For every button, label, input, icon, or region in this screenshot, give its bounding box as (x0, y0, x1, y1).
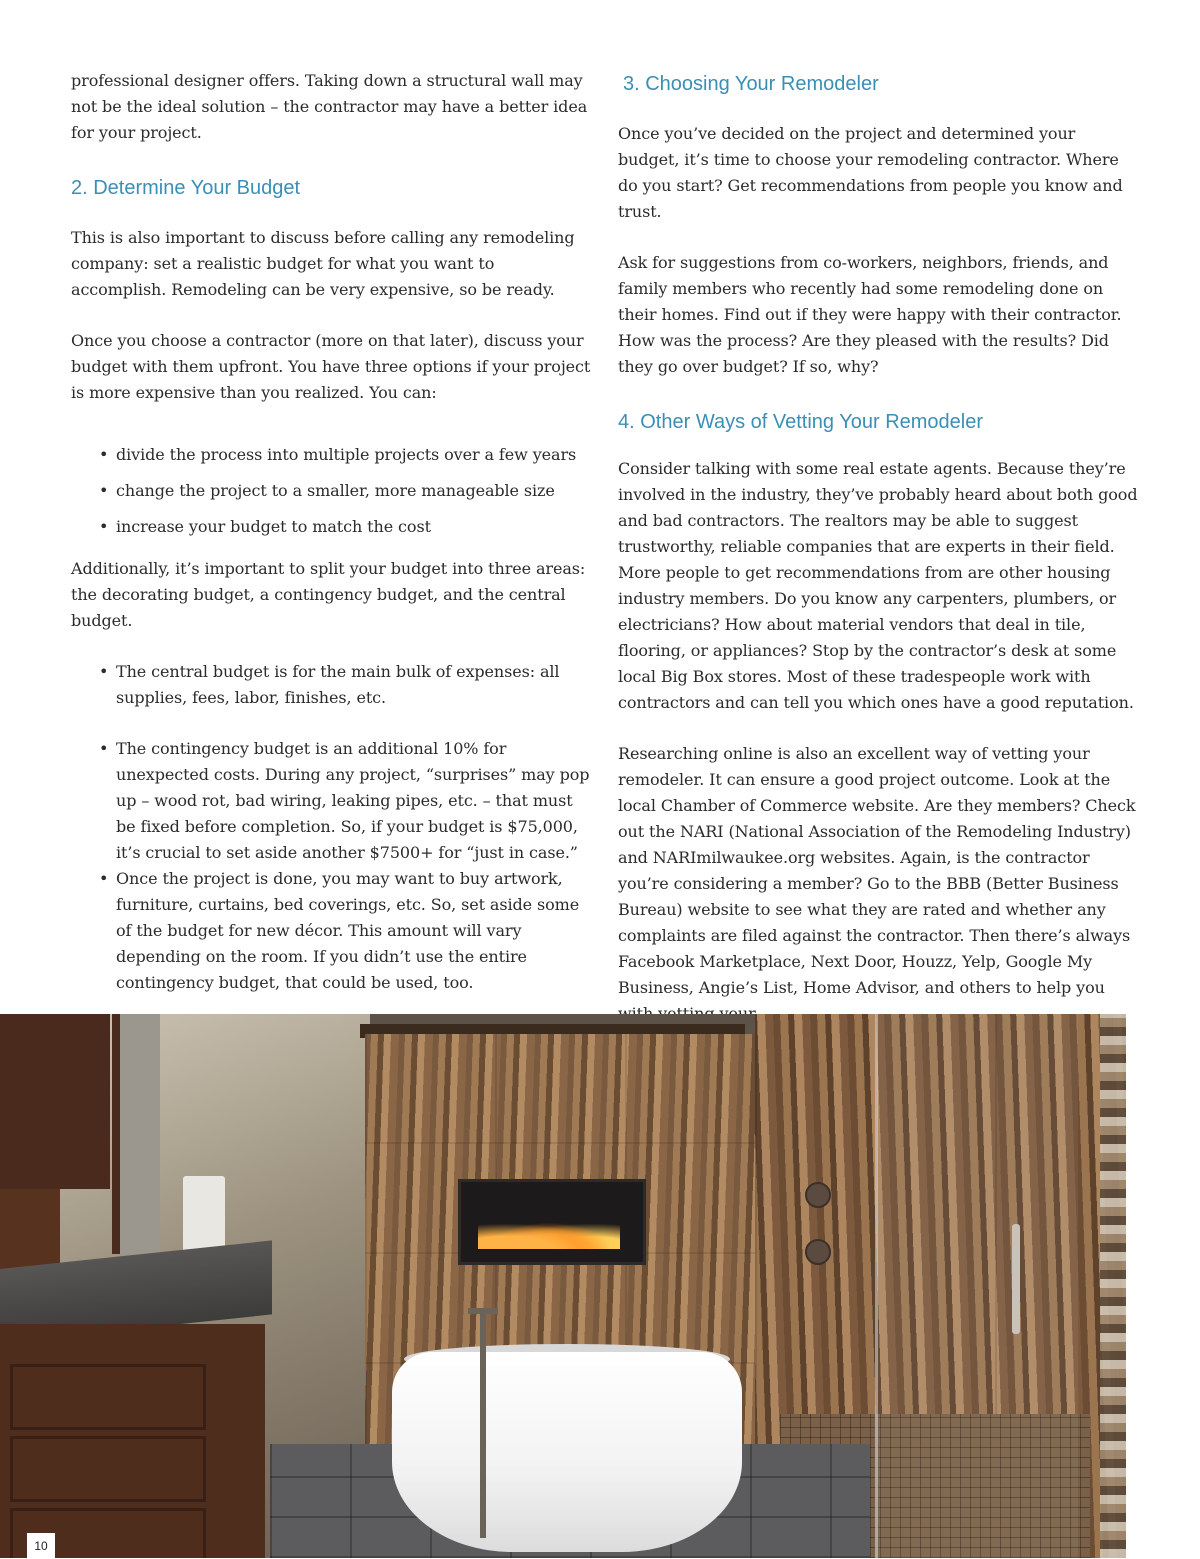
photo-drawer (10, 1436, 206, 1502)
vetting-paragraph-1: Consider talking with some real estate agents. Because they’re involved in the industry, they’ve probably heard about both good and bad contractors. The realtors may be able to suggest trustworthy, reliable companies that are experts in their field. More people to get recommendations from are other housing industry members. Do you know any carpenters, plumbers, or electricians? How about material vendors that deal in tile, flooring, or appliances? Stop by the contractor’s desk at some local Big Box stores. Most of these tradespeople work with contractors and can tell you which ones have a good reputation. (618, 459, 1138, 712)
list-item: • The contingency budget is an additional 10% for unexpected costs. During any project, “surprises” may pop up – wood rot, bad wiring, leaking pipes, etc. – that must be fixed before completion. So, if your budget is $75,000, it’s crucial to set aside another $7500+ for “just in case.” (116, 736, 591, 866)
photo-drawer (10, 1364, 206, 1430)
photo-mirror (112, 1014, 160, 1254)
remodeler-heading: 3. Choosing Your Remodeler (623, 73, 879, 95)
photo-tub-faucet (480, 1308, 486, 1538)
list-item: • The central budget is for the main bulk of expenses: all supplies, fees, labor, finishes, etc. (116, 659, 591, 711)
remodeler-paragraph-1: Once you’ve decided on the project and determined your budget, it’s time to choose your remodeling contractor. Where do you start? Get recommendations from people you know and trust. (618, 124, 1123, 221)
list-item: • divide the process into multiple projects over a few years (116, 442, 591, 468)
intro-paragraph: professional designer offers. Taking down a structural wall may not be the ideal solution – the contractor may have a better idea for your project. (71, 71, 588, 142)
split-budget-paragraph: Additionally, it’s important to split your budget into three areas: the decorating budget, a contingency budget, and the central budget. (71, 559, 586, 630)
photo-vanity (0, 1324, 265, 1558)
photo-glass-door (875, 1014, 1078, 1558)
photo-mosaic-strip (1100, 1014, 1126, 1558)
photo-valve (805, 1182, 831, 1208)
budget-options-list (71, 442, 591, 540)
budget-paragraph-1: This is also important to discuss before calling any remodeling company: set a realistic budget for what you want to accomplish. Remodeling can be very expensive, so be ready. (71, 228, 575, 299)
vetting-heading: 4. Other Ways of Vetting Your Remodeler (618, 411, 984, 433)
budget-areas-list (71, 659, 591, 996)
left-column (71, 68, 591, 996)
photo-valve (805, 1239, 831, 1265)
vetting-paragraph-2: Researching online is also an excellent way of vetting your remodeler. It can ensure a good project outcome. Look at the local Chamber of Commerce website. Are they members? Check out the NARI (National Association of the Remodeling Industry) and NARImilwaukee.org websites. Again, is the contractor you’re considering a member? Go to the BBB (Better Business Bureau) website to see what they are rated and whether any complaints are filed against the contractor. Then there’s always Facebook Marketplace, Next Door, Houzz, Yelp, Google My Business, Angie’s List, Home Advisor, and others to help you (618, 744, 1136, 997)
photo-bathtub (392, 1352, 742, 1552)
photo-door-handle (1012, 1224, 1020, 1334)
photo-flames (478, 1219, 620, 1249)
photo-cabinet (0, 1014, 110, 1189)
right-column (618, 68, 1138, 1027)
bathroom-photo (0, 1014, 1126, 1558)
photo-towel (183, 1176, 225, 1254)
list-item: • Once the project is done, you may want to buy artwork, furniture, curtains, bed coverings, etc. So, set aside some of the budget for new décor. This amount will vary depending on the room. If you didn’t use the entire contingency budget, that could be used, too. (116, 866, 591, 996)
page-number: 10 (27, 1533, 55, 1559)
budget-heading: 2. Determine Your Budget (71, 177, 301, 199)
photo-faucet-spout (468, 1308, 498, 1314)
list-item: • change the project to a smaller, more manageable size (116, 478, 591, 504)
list-item: • increase your budget to match the cost (116, 514, 591, 540)
budget-paragraph-2: Once you choose a contractor (more on that later), discuss your budget with them upfront. You have three options if your project is more expensive than you realized. You can: (71, 331, 591, 402)
remodeler-paragraph-2: Ask for suggestions from co-workers, neighbors, friends, and family members who recently had some remodeling done on their homes. Find out if they were happy with their contractor. How was the process? Are they pleased with the results? Did they go over budget? If so, why? (618, 253, 1122, 376)
